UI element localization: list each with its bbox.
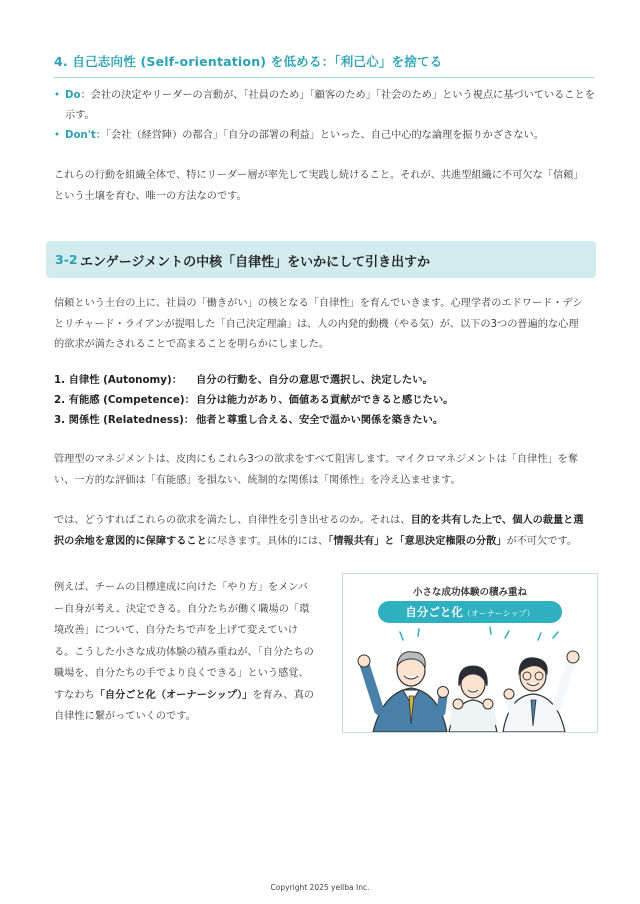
example-text-1: 例えば、チームの目標達成に向けた「やり方」をメンバー自身が考え、決定できる。自分たちが働く職場の「環境改善」について、自分たちで声を上げて変えていける。こうした小さな成功体験の積み重ねが、「自分たちの職場を、自分たちの手でより良くできる」という感覚、すなわち xyxy=(54,582,314,701)
ownership-pill xyxy=(378,601,562,623)
section-number: 3-2 xyxy=(55,252,78,267)
need-key: 3. 関係性 (Relatedness)： xyxy=(54,414,195,426)
need-key: 2. 有能感 (Competence)： xyxy=(54,394,195,406)
how-text-2: に尽きます。具体的には、 xyxy=(206,535,329,547)
need-value: 他者と尊重し合える、安全で温かい関係を築きたい。 xyxy=(196,414,444,426)
need-value: 自分の行動を、自分の意思で選択し、決定したい。 xyxy=(196,374,433,386)
need-item xyxy=(54,370,594,390)
section-4-closing: これらの行動を組織全体で、特にリーダー層が率先して実践し続けること。それが、共進型組織に不可欠な「信頼」という土壌を育む、唯一の方法なのです。 xyxy=(54,170,584,202)
needs-list xyxy=(54,370,594,430)
pill-main: 自分ごと化 xyxy=(405,605,463,619)
management-paragraph: 管理型のマネジメントは、皮肉にもこれら3つの欲求をすべて阻害します。マイクロマネジメントは「自律性」を奪い、一方的な評価は「有能感」を損ない、統制的な関係は「関係性」を冷え込ませます。 xyxy=(54,454,578,486)
do-text: 会社の決定やリーダーの言動が、「社員のため」「顧客のため」「社会のため」という視点に基づいていることを示す。 xyxy=(65,90,595,121)
pill-sub: （オーナーシップ） xyxy=(462,609,535,618)
how-bold-2: 「情報共有」と「意思決定権限の分散」 xyxy=(328,535,507,547)
bullet-dot-icon: • xyxy=(54,90,61,101)
dont-label: Don't： xyxy=(65,130,106,141)
section-4-bullets xyxy=(54,86,599,146)
example-text-2: を育み、真の自律性に繋がっていくのです。 xyxy=(54,689,315,722)
copyright-footer: Copyright 2025 yellba Inc. xyxy=(270,883,370,892)
section-title: エンゲージメントの中核「自律性」をいかにして引き出すか xyxy=(80,255,431,270)
intro-paragraph: 信頼という土台の上に、社員の「働きがい」の核となる「自律性」を育んでいきます。心理学者のエドワード・デシとリチャード・ライアンが提唱した「自己決定理論」は、人の内発的動機（やる気）が、以下の3つの普遍的な心理的欲求が満たされることで高まることを明らかにしました。 xyxy=(54,298,583,350)
figure-title: 小さな成功体験の積み重ね xyxy=(412,587,527,598)
ownership-figure xyxy=(342,573,598,733)
section-4-heading: 4. 自己志向性 (Self-orientation) を低める：「利己心」を捨てる xyxy=(54,52,594,78)
man-right-figure xyxy=(503,651,579,732)
cheering-team-illustration xyxy=(343,626,597,732)
how-text-1: では、どうすればこれらの欲求を満たし、自律性を引き出せるのか。それは、 xyxy=(54,515,411,526)
bullet-dot-icon: • xyxy=(54,130,61,141)
how-bold-1: 目的を共有した上で、個人の裁量と選択の余地を意図的に保障すること xyxy=(54,515,584,547)
dont-text: 「会社（経営陣）の都合」「自分の部署の利益」といった、自己中心的な論理を振りかざさない。 xyxy=(105,130,544,141)
example-bold: 「自分ごと化（オーナーシップ）」 xyxy=(94,689,253,701)
how-text-3: が不可欠です。 xyxy=(506,535,578,547)
need-value: 自分は能力があり、価値ある貢献ができると感じたい。 xyxy=(196,394,454,406)
need-item xyxy=(54,390,594,410)
need-key: 1. 自律性 (Autonomy)： xyxy=(54,374,182,386)
example-paragraph xyxy=(54,577,316,728)
do-label: Do： xyxy=(65,90,91,101)
man-left-figure xyxy=(358,652,449,732)
need-item xyxy=(54,410,594,430)
dont-bullet xyxy=(54,126,599,146)
section-3-2-banner xyxy=(46,241,596,278)
do-bullet xyxy=(54,86,599,126)
how-paragraph xyxy=(54,511,588,552)
woman-middle-figure xyxy=(449,666,497,732)
sparkle-lines-icon xyxy=(400,627,558,640)
